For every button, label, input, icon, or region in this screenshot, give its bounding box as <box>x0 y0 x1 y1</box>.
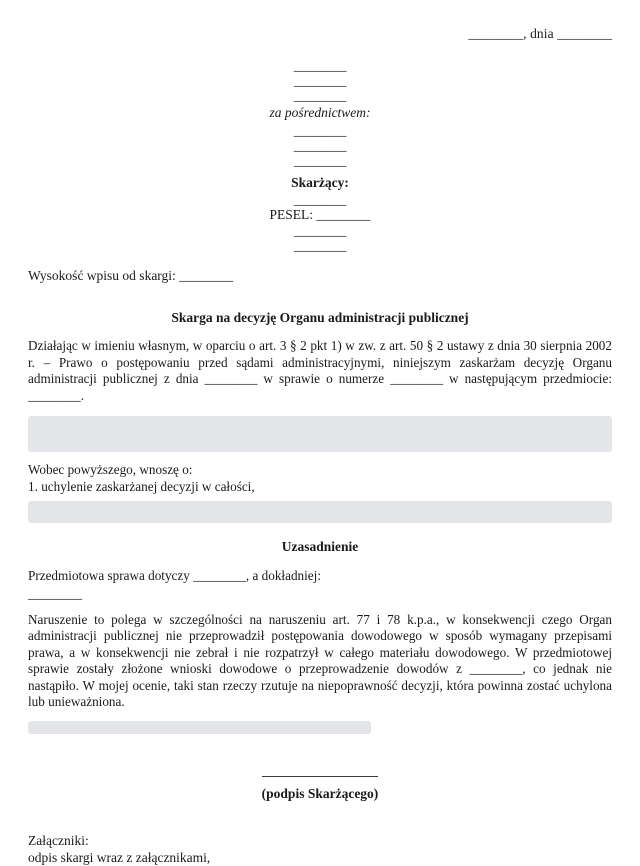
justification-paragraph: Naruszenie to polega w szczególności na naruszeniu art. 77 i 78 k.p.a., w konsekwencji czego Organ administracji publicznej nie przeprowadził postępowania dowodowego w sposób wymagany przepisami prawa, a w konsekwencji nie zebrał i nie rozpatrzył w całego materiału dowodowego. W przedmiotowej sprawie zostały złożone wnioski dowodowe o przeprowadzenie dowodów z ________, co jednak nie nastąpiło. W mojej ocenie, taki stan rzeczy rzutuje na niepoprawność decyzji, która powinna zostać uchylona lub unieważniona. <box>28 611 612 709</box>
recipient-block <box>28 58 612 253</box>
via-label: za pośrednictwem: <box>269 105 371 120</box>
placeholder-bar-3 <box>28 721 371 734</box>
signature-label: (podpis Skarżącego) <box>261 785 379 801</box>
recipient-blank-line-1: ________ <box>293 58 347 73</box>
complainant-extra-line-1: ________ <box>293 223 347 238</box>
intro-paragraph: Działając w imieniu własnym, w oparciu o art. 3 § 2 pkt 1) w zw. z art. 50 § 2 ustawy z dnia 30 sierpnia 2002 r. – Prawo o postępowaniu przed sądami administracyjnymi, niniejszym zaskarżam decyzję Organu administracji publicznej z dnia ________ w sprawie o numerze ________ w następującym przedmiocie: ________. <box>28 338 612 403</box>
fee-line: Wysokość wpisu od skargi: ________ <box>28 268 234 283</box>
attachments-item-1: odpis skargi wraz z załącznikami, <box>28 849 211 865</box>
complainant-blank-line: ________ <box>293 192 347 207</box>
justification-heading: Uzasadnienie <box>281 539 359 554</box>
signature-block <box>28 768 612 802</box>
complainant-extra-line-2: ________ <box>293 238 347 253</box>
justification-blank-line: ________ <box>28 585 82 601</box>
attachments-block <box>28 832 612 866</box>
signature-rule <box>262 776 378 777</box>
justification-intro: Przedmiotowa sprawa dotyczy ________, a dokładniej: <box>28 568 321 583</box>
complainant-heading: Skarżący: <box>291 175 349 190</box>
header-date-line: ________, dnia ________ <box>468 26 612 41</box>
request-item-1: 1. uchylenie zaskarżanej decyzji w całości, <box>28 478 255 494</box>
requests-intro: Wobec powyższego, wnoszę o: <box>28 462 193 477</box>
attachments-heading: Załączniki: <box>28 832 89 848</box>
recipient-blank-line-2: ________ <box>293 73 347 88</box>
placeholder-bar-1 <box>28 416 612 452</box>
via-blank-line-3: ________ <box>293 153 347 168</box>
document-title: Skarga na decyzję Organu administracji publicznej <box>171 310 469 325</box>
recipient-blank-line-3: ________ <box>293 88 347 103</box>
via-blank-line-1: ________ <box>293 123 347 138</box>
placeholder-bar-2 <box>28 501 612 523</box>
pesel-line: PESEL: ________ <box>269 207 371 222</box>
via-blank-line-2: ________ <box>293 138 347 153</box>
